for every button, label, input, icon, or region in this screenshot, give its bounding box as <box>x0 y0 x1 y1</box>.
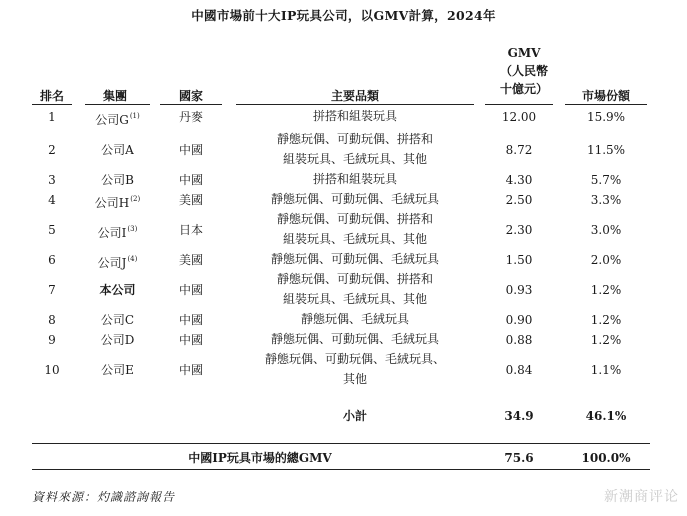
header-share: 市場份額 <box>581 89 630 103</box>
row-rank: 8 <box>48 312 56 327</box>
watermark: 新潮商评论 <box>604 489 679 505</box>
row-group-name: 公司J <box>97 255 127 270</box>
row-rank: 9 <box>48 332 56 347</box>
row-country: 美國 <box>178 192 203 207</box>
footnote-marker: (2) <box>130 194 141 203</box>
row-products-line: 靜態玩偶、毛絨玩具 <box>300 312 409 326</box>
row-country: 中國 <box>178 362 203 377</box>
row-group <box>85 191 150 213</box>
total-top-rule <box>32 443 650 444</box>
header-rule-group <box>85 104 150 105</box>
row-rank: 6 <box>48 252 56 267</box>
row-rank: 4 <box>48 192 56 207</box>
row-products-line: 靜態玩偶、可動玩偶、毛絨玩具 <box>270 192 439 206</box>
row-group <box>85 361 150 380</box>
row-share: 3.3% <box>590 192 622 207</box>
row-rank: 10 <box>44 362 60 377</box>
row-gmv: 12.00 <box>501 109 537 124</box>
row-share: 2.0% <box>590 252 622 267</box>
header-products: 主要品類 <box>330 89 379 103</box>
row-share: 1.2% <box>590 312 622 327</box>
row-share: 1.2% <box>590 282 622 297</box>
row-rank: 1 <box>48 109 56 124</box>
header-rule-products <box>236 104 474 105</box>
subtotal-label: 小計 <box>342 409 367 423</box>
subtotal-share: 46.1% <box>585 409 627 423</box>
row-share: 5.7% <box>590 172 622 187</box>
row-share: 1.1% <box>590 362 622 377</box>
header-rule-gmv <box>485 104 553 105</box>
header-rule-country <box>160 104 222 105</box>
row-group <box>85 331 150 350</box>
row-products-line: 組裝玩具、毛絨玩具、其他 <box>282 292 427 306</box>
row-gmv: 0.88 <box>505 332 533 347</box>
row-products-line: 其他 <box>342 372 367 386</box>
row-gmv: 2.50 <box>505 192 533 207</box>
row-gmv: 0.90 <box>505 312 533 327</box>
source-note: 資料來源：灼識諮詢報告 <box>32 490 176 504</box>
row-rank: 5 <box>48 222 56 237</box>
total-label: 中國IP玩具市場的總GMV <box>188 451 332 465</box>
row-country: 美國 <box>178 252 203 267</box>
row-products-line: 組裝玩具、毛絨玩具、其他 <box>282 152 427 166</box>
row-country: 中國 <box>178 172 203 187</box>
row-products-line: 組裝玩具、毛絨玩具、其他 <box>282 232 427 246</box>
row-group-name: 公司D <box>100 332 135 347</box>
row-gmv: 0.84 <box>505 362 533 377</box>
header-country: 國家 <box>178 89 203 103</box>
row-group <box>85 221 150 243</box>
row-products-line: 靜態玩偶、可動玩偶、毛絨玩具 <box>270 252 439 266</box>
row-share: 3.0% <box>590 222 622 237</box>
row-group <box>85 251 150 273</box>
footnote-marker: (1) <box>129 111 140 120</box>
row-products-line: 靜態玩偶、可動玩偶、毛絨玩具、 <box>264 352 445 366</box>
footnote-marker: (4) <box>127 254 138 263</box>
header-gmv-line3: 十億元） <box>499 82 548 96</box>
total-share: 100.0% <box>581 451 631 465</box>
row-group <box>85 171 150 190</box>
row-group-name: 公司I <box>97 225 127 240</box>
header-rule-rank <box>32 104 72 105</box>
row-gmv: 0.93 <box>505 282 533 297</box>
header-gmv <box>485 44 563 98</box>
row-country: 中國 <box>178 282 203 297</box>
footnote-marker: (3) <box>127 224 138 233</box>
header-gmv-line1: GMV <box>507 46 541 60</box>
row-country: 中國 <box>178 312 203 327</box>
row-group <box>85 141 150 160</box>
row-products-line: 靜態玩偶、可動玩偶、拼搭和 <box>276 272 433 286</box>
row-gmv: 8.72 <box>505 142 533 157</box>
row-group <box>85 281 150 300</box>
row-group-name: 公司B <box>101 172 134 187</box>
header-group: 集團 <box>102 89 127 103</box>
row-country: 中國 <box>178 332 203 347</box>
row-group-name: 公司H <box>94 195 130 210</box>
row-group-name: 公司G <box>95 112 129 127</box>
row-group <box>85 311 150 330</box>
row-country: 日本 <box>178 222 203 237</box>
row-group-name: 本公司 <box>99 282 136 297</box>
row-group-name: 公司C <box>100 312 135 327</box>
row-gmv: 1.50 <box>505 252 533 267</box>
row-products-line: 靜態玩偶、可動玩偶、拼搭和 <box>276 132 433 146</box>
header-rule-share <box>565 104 647 105</box>
row-rank: 3 <box>48 172 56 187</box>
row-share: 15.9% <box>586 109 626 124</box>
row-products-line: 靜態玩偶、可動玩偶、毛絨玩具 <box>270 332 439 346</box>
row-rank: 2 <box>48 142 56 157</box>
row-products-line: 靜態玩偶、可動玩偶、拼搭和 <box>276 212 433 226</box>
total-bottom-rule <box>32 469 650 470</box>
row-share: 1.2% <box>590 332 622 347</box>
row-group-name: 公司A <box>101 142 134 157</box>
header-gmv-line2: （人民幣 <box>499 64 548 78</box>
row-country: 丹麥 <box>178 109 203 124</box>
row-group <box>85 108 150 130</box>
row-rank: 7 <box>48 282 56 297</box>
table-title: 中國市場前十大IP玩具公司，以GMV計算，2024年 <box>191 8 496 23</box>
row-group-name: 公司E <box>101 362 134 377</box>
subtotal-gmv: 34.9 <box>504 409 534 423</box>
row-products-line: 拼搭和組裝玩具 <box>312 172 397 186</box>
row-share: 11.5% <box>586 142 626 157</box>
row-products-line: 拼搭和組裝玩具 <box>312 109 397 123</box>
row-country: 中國 <box>178 142 203 157</box>
total-gmv: 75.6 <box>504 451 534 465</box>
header-rank: 排名 <box>39 89 64 103</box>
row-gmv: 2.30 <box>505 222 533 237</box>
row-gmv: 4.30 <box>505 172 533 187</box>
